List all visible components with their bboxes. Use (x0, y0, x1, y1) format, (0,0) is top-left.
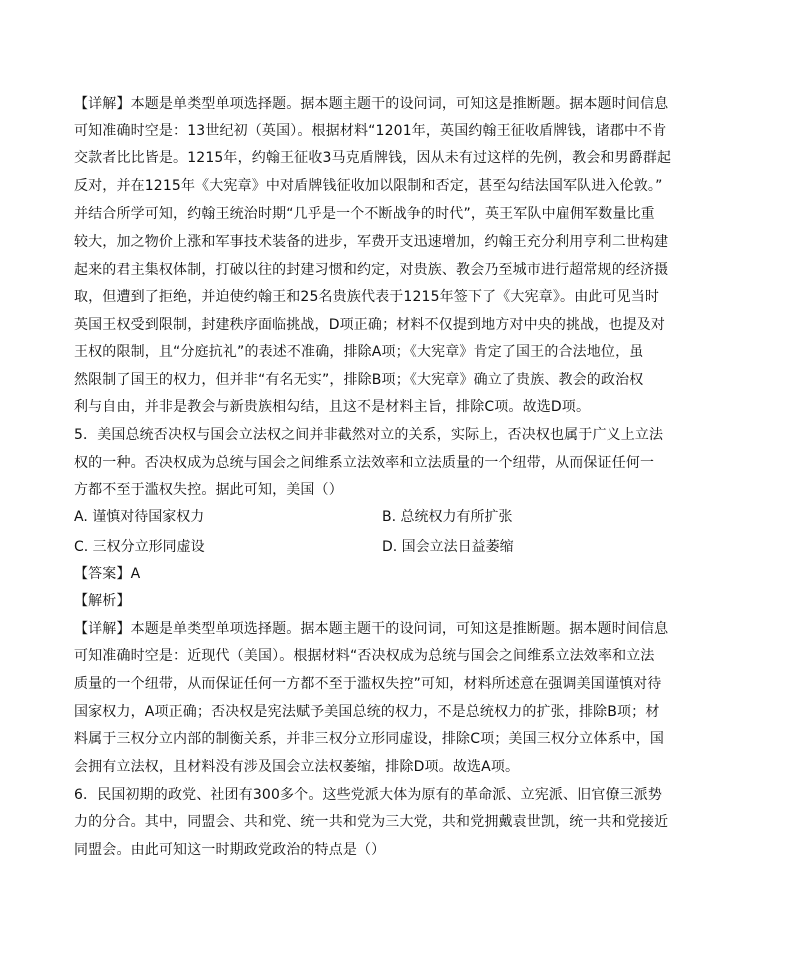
detail-line: 起来的君主集权体制，打破以往的封建习惯和约定，对贵族、教会乃至城市进行超常规的经济摄 (74, 262, 669, 278)
detail-line: 较大，加之物价上涨和军事技术装备的进步，军费开支迅速增加，约翰王充分利用亨利二世构建 (74, 234, 669, 250)
detail-line: 然限制了国王的权力，但并非“有名无实”，排除B项；《大宪章》确立了贵族、教会的政治权 (74, 372, 644, 388)
question-5-stem-line: 方都不至于滥权失控。据此可知，美国（） (74, 482, 343, 498)
analysis-heading: 【解析】 (74, 593, 131, 609)
detail-line: 会拥有立法权，且材料没有涉及国会立法权萎缩，排除D项。故选A项。 (74, 759, 520, 775)
option-d: D. 国会立法日益萎缩 (382, 539, 514, 555)
question-6-stem-line: 力的分合。其中，同盟会、共和党、统一共和党为三大党，共和党拥戴袁世凯，统一共和党接近 (74, 814, 669, 830)
detail-line: 【详解】本题是单类型单项选择题。据本题主题干的设问词，可知这是推断题。据本题时间信息 (74, 96, 669, 112)
detail-line: 可知准确时空是：13世纪初（英国）。根据材料“1201年，英国约翰王征收盾牌钱，诸郡中不肯 (74, 123, 667, 139)
detail-line: 并结合所学可知，约翰王统治时期“几乎是一个不断战争的时代”，英王军队中雇佣军数量比重 (74, 206, 655, 222)
question-6-stem-line: 6．民国初期的政党、社团有300多个。这些党派大体为原有的革命派、立宪派、旧官僚三派势 (74, 787, 663, 803)
detail-line: 取，但遭到了拒绝，并迫使约翰王和25名贵族代表于1215年签下了《大宪章》。由此可见当时 (74, 289, 660, 305)
option-b: B. 总统权力有所扩张 (382, 509, 513, 525)
detail-line: 可知准确时空是：近现代（美国）。根据材料“否决权成为总统与国会之间维系立法效率和立法 (74, 648, 655, 664)
option-a: A. 谨慎对待国家权力 (74, 509, 205, 525)
detail-line: 【详解】本题是单类型单项选择题。据本题主题干的设问词，可知这是推断题。据本题时间信息 (74, 621, 669, 637)
detail-line: 质量的一个纽带，从而保证任何一方都不至于滥权失控”可知，材料所述意在强调美国谨慎对待 (74, 676, 662, 692)
question-6-stem-line: 同盟会。由此可知这一时期政党政治的特点是（） (74, 842, 386, 858)
detail-line: 料属于三权分立内部的制衡关系，并非三权分立形同虚设，排除C项；美国三权分立体系中，国 (74, 731, 665, 747)
detail-line: 王权的限制，且“分庭抗礼”的表述不准确，排除A项；《大宪章》肯定了国王的合法地位，虽 (74, 344, 644, 360)
detail-line: 英国王权受到限制，封建秩序面临挑战，D项正确；材料不仅提到地方对中央的挑战，也提及对 (74, 317, 666, 333)
question-5-stem-line: 5．美国总统否决权与国会立法权之间并非截然对立的关系，实际上，否决权也属于广义上立法 (74, 427, 664, 443)
question-5-stem-line: 权的一种。否决权成为总统与国会之间维系立法效率和立法质量的一个纽带，从而保证任何一 (74, 455, 655, 471)
answer-line: 【答案】A (74, 566, 141, 582)
option-c: C. 三权分立形同虚设 (74, 539, 205, 555)
detail-line: 利与自由，并非是教会与新贵族相勾结，且这不是材料主旨，排除C项。故选D项。 (74, 399, 591, 415)
detail-line: 反对，并在1215年《大宪章》中对盾牌钱征收加以限制和否定，甚至勾结法国军队进入伦敦。” (74, 178, 663, 194)
detail-line: 交款者比比皆是。1215年，约翰王征收3马克盾牌钱，因从未有过这样的先例，教会和男爵群起 (74, 150, 672, 166)
detail-line: 国家权力，A项正确；否决权是宪法赋予美国总统的权力，不是总统权力的扩张，排除B项；材 (74, 704, 660, 720)
